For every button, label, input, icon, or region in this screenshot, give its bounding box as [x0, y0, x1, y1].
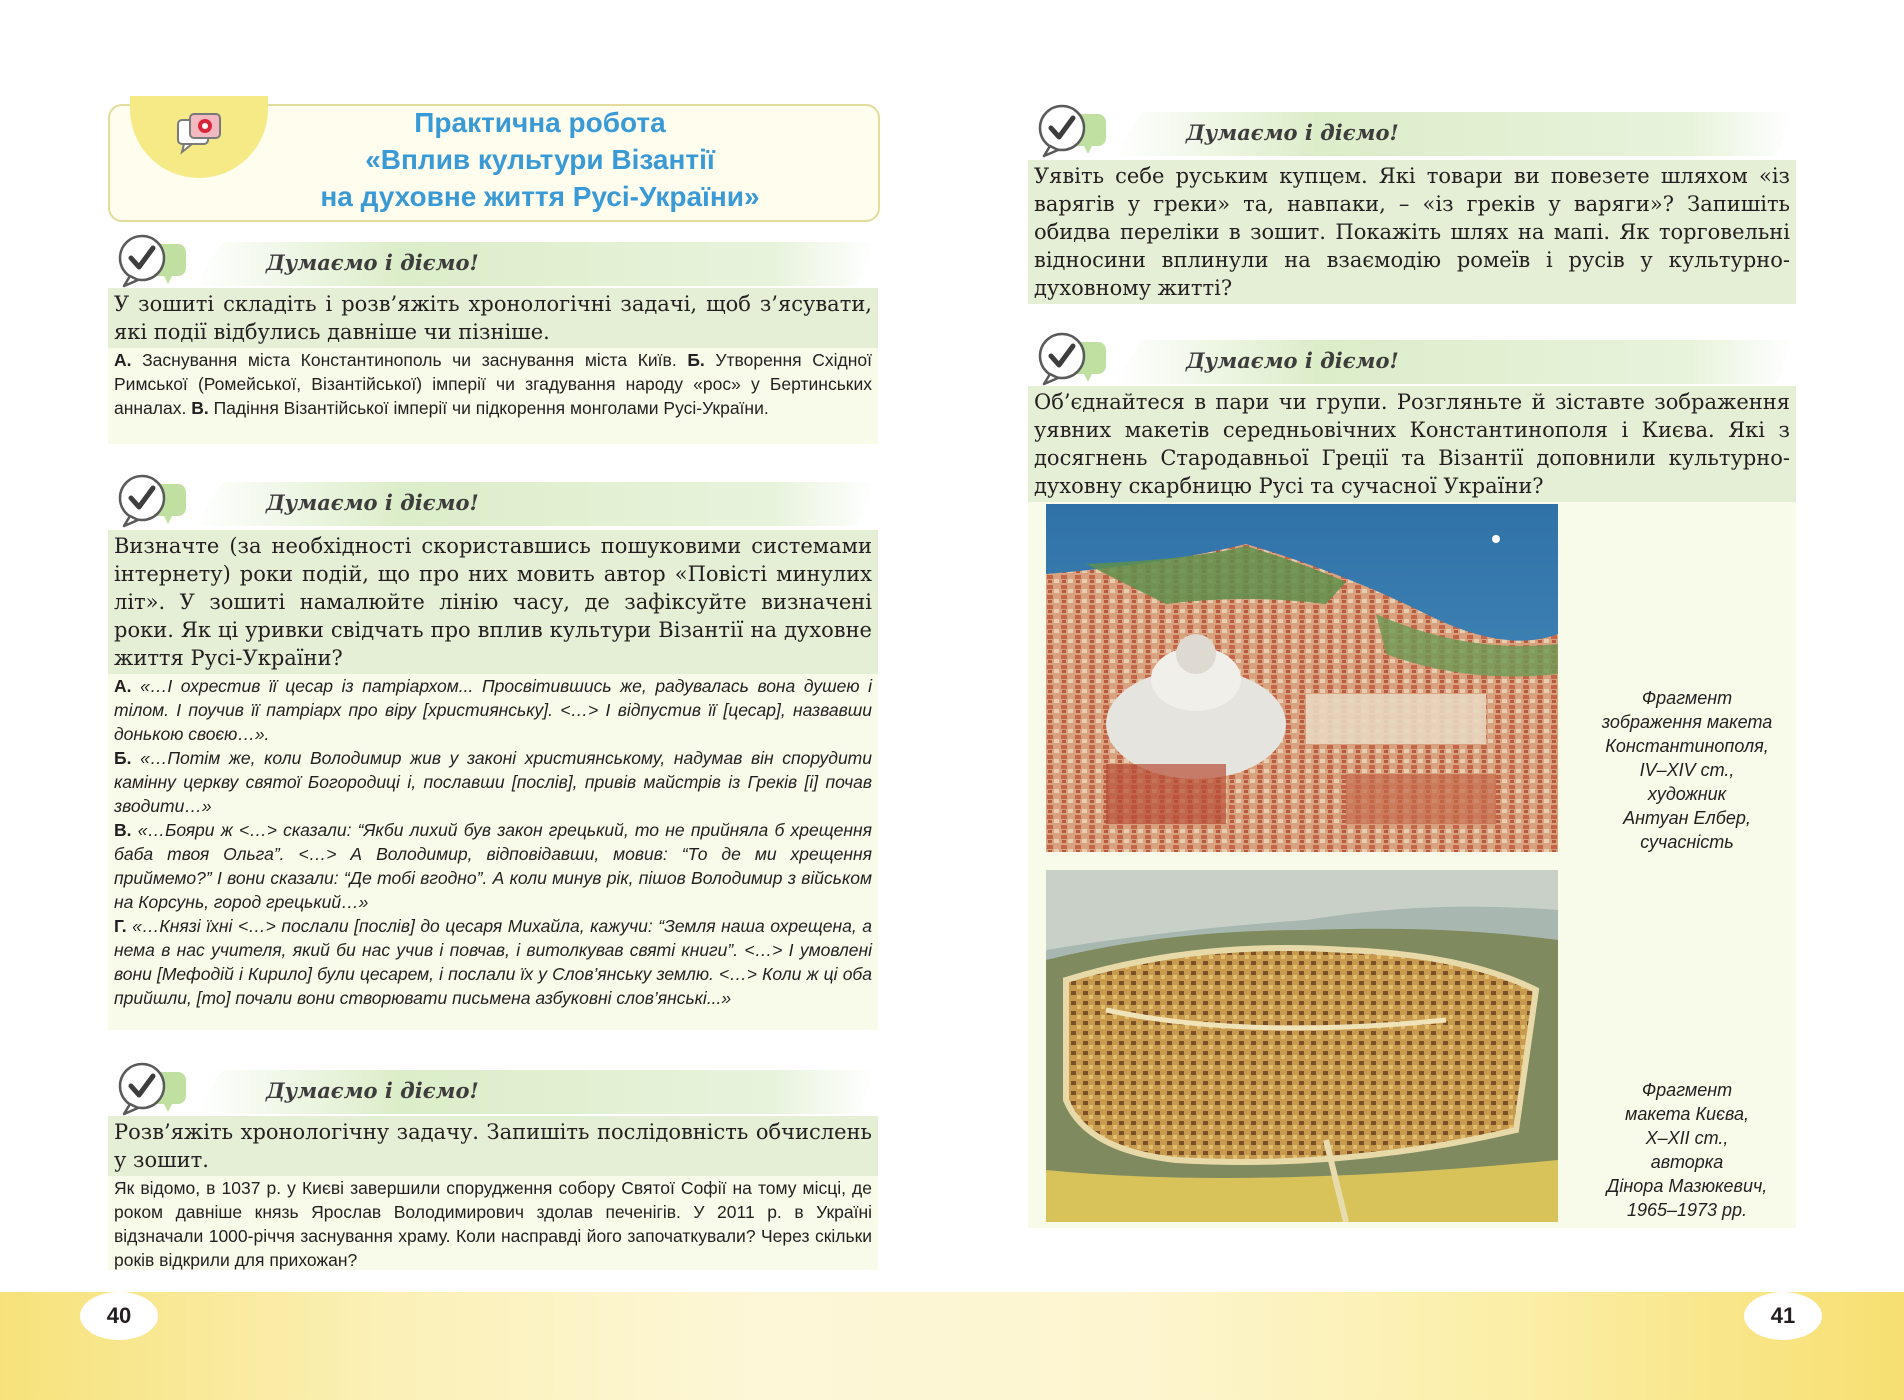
think-do-label: Думаємо і діємо!: [266, 250, 479, 275]
quote-d: Г. «…Князі їхні <…> послали [послів] до цесаря Михайла, кажучи: “Земля наша охрещена, а нема в нас учителя, який би нас учив і повчав, і витолкував святі книги”. <…> І умовлені вони [Мефодій і Кирило] були цесарем, і послали їх у Слов’янську землю. <…> Коли ж ці оба прийшли, [то] почали вони створювати письмена азбуковні слов’янські...»: [114, 916, 872, 1008]
task-2-question: Визначте (за необхідності скориставшись пошуковими системами інтернету) роки подій, що про них мовить автор «Повісті минулих літ». У зошиті намалюйте лінію часу, де зафіксуйте визначені роки. Як ці уривки свідчать про вплив культури Візантії на духовне життя Русі-України?: [108, 530, 878, 674]
checkmark-bubble-icon: [116, 472, 186, 530]
item-a-text: Заснування міста Константинополь чи заснування міста Київ.: [131, 350, 688, 370]
task-1-items: [108, 348, 878, 420]
title-line-1: Практична робота: [414, 107, 666, 138]
page-number-left: 40: [80, 1292, 158, 1340]
title-line-2: «Вплив культури Візантії: [365, 144, 715, 175]
task-3: [108, 1116, 878, 1270]
item-b-text: Утворення Східної Римської (Ромейської, Візантійської) імперії чи згадування народу «рос» у Бертинських анналах.: [114, 350, 872, 418]
page-title: [210, 104, 870, 215]
footer-band: [0, 1292, 1904, 1400]
think-do-header-3: [116, 1060, 876, 1118]
checkmark-bubble-icon: [1036, 330, 1106, 388]
caption-kyiv: Фрагмент макета Києва, X–XII ст., авторка Дінора Мазюкевич, 1965–1973 рр.: [1606, 1080, 1768, 1220]
item-b-letter: Б.: [687, 350, 705, 370]
task-3-question: Розв’яжіть хронологічну задачу. Запишіть послідовність обчислень у зошит.: [108, 1116, 878, 1176]
checkmark-bubble-icon: [116, 232, 186, 290]
page-number-right: 41: [1744, 1292, 1822, 1340]
caption-constantinople: Фрагмент зображення макета Константинополя, IV–XIV ст., художник Антуан Елбер, сучасність: [1601, 688, 1773, 852]
task-5-question: Об’єднайтеся в пари чи групи. Розгляньте й зіставте зображення уявних макетів середньовічних Константинополя і Києва. Які з досягнень Стародавньої Греції та Візантії доповнили культурно-духовну скарбницю Русі та сучасної України?: [1028, 386, 1796, 502]
task-1-question: У зошиті складіть і розв’яжіть хронологічні задачі, щоб з’ясувати, які події відбулись давніше чи пізніше.: [108, 288, 878, 348]
task-3-text: Як відомо, в 1037 р. у Києві завершили спорудження собору Святої Софії на тому місці, де роком давніше князь Ярослав Володимирович здолав печенігів. У 2011 р. в Україні відзначали 1000-річчя заснування храму. Коли насправді його започаткували? Через скільки років відкрили для прихожан?: [114, 1178, 872, 1270]
task-4: [1028, 160, 1796, 300]
think-do-header-5: [1036, 330, 1794, 388]
quote-a: А. «…І охрестив її цесар із патріархом... Просвітившись же, радувалась вона душею і тілом. І поучив її патріарх про віру [християнську]. <…> І відпустив її [цесар], назвавши донькою своєю…».: [114, 676, 872, 744]
think-do-label: Думаємо і діємо!: [266, 490, 479, 515]
kyiv-model-image: [1046, 870, 1558, 1222]
checkmark-bubble-icon: [1036, 102, 1106, 160]
constantinople-model-image: [1046, 504, 1558, 852]
item-a-letter: А.: [114, 350, 132, 370]
task-1: [108, 288, 878, 444]
think-do-label: Думаємо і діємо!: [1186, 120, 1399, 145]
quote-b: Б. «…Потім же, коли Володимир жив у законі християнському, надумав він спорудити камінну церкву святої Богородиці і, пославши [послів], привів майстрів із Греків [і] почав зводити…»: [114, 748, 872, 816]
think-do-label: Думаємо і діємо!: [266, 1078, 479, 1103]
checkmark-bubble-icon: [116, 1060, 186, 1118]
task-4-question: Уявіть себе руським купцем. Які товари ви повезете шляхом «із варягів у греки» та, навпаки, – «із греків у варяги»? Запишіть обидва переліки в зошит. Покажіть шлях на мапі. Як торговельні відносини вплинули на взаємодію ромеїв і русів у культурно-духовному житті?: [1028, 160, 1796, 304]
think-do-label: Думаємо і діємо!: [1186, 348, 1399, 373]
think-do-header-1: [116, 232, 876, 290]
item-c-letter: В.: [191, 398, 209, 418]
task-2: [108, 530, 878, 1030]
think-do-header-4: [1036, 102, 1794, 160]
title-line-3: на духовне життя Русі-України»: [320, 181, 760, 212]
item-c-text: Падіння Візантійської імперії чи підкорення монголами Русі-України.: [208, 398, 769, 418]
quote-c: В. «…Бояри ж <…> сказали: “Якби лихий був закон грецький, то не прийняла б хрещення баба твоя Ольга”. <…> А Володимир, відповідавши, мовив: “То де ми хрещення приймемо?” І вони сказали: “Де тобі вгодно”. А коли минув рік, пішов Володимир з військом на Корсунь, город грецький…»: [114, 820, 872, 912]
think-do-header-2: [116, 472, 876, 530]
